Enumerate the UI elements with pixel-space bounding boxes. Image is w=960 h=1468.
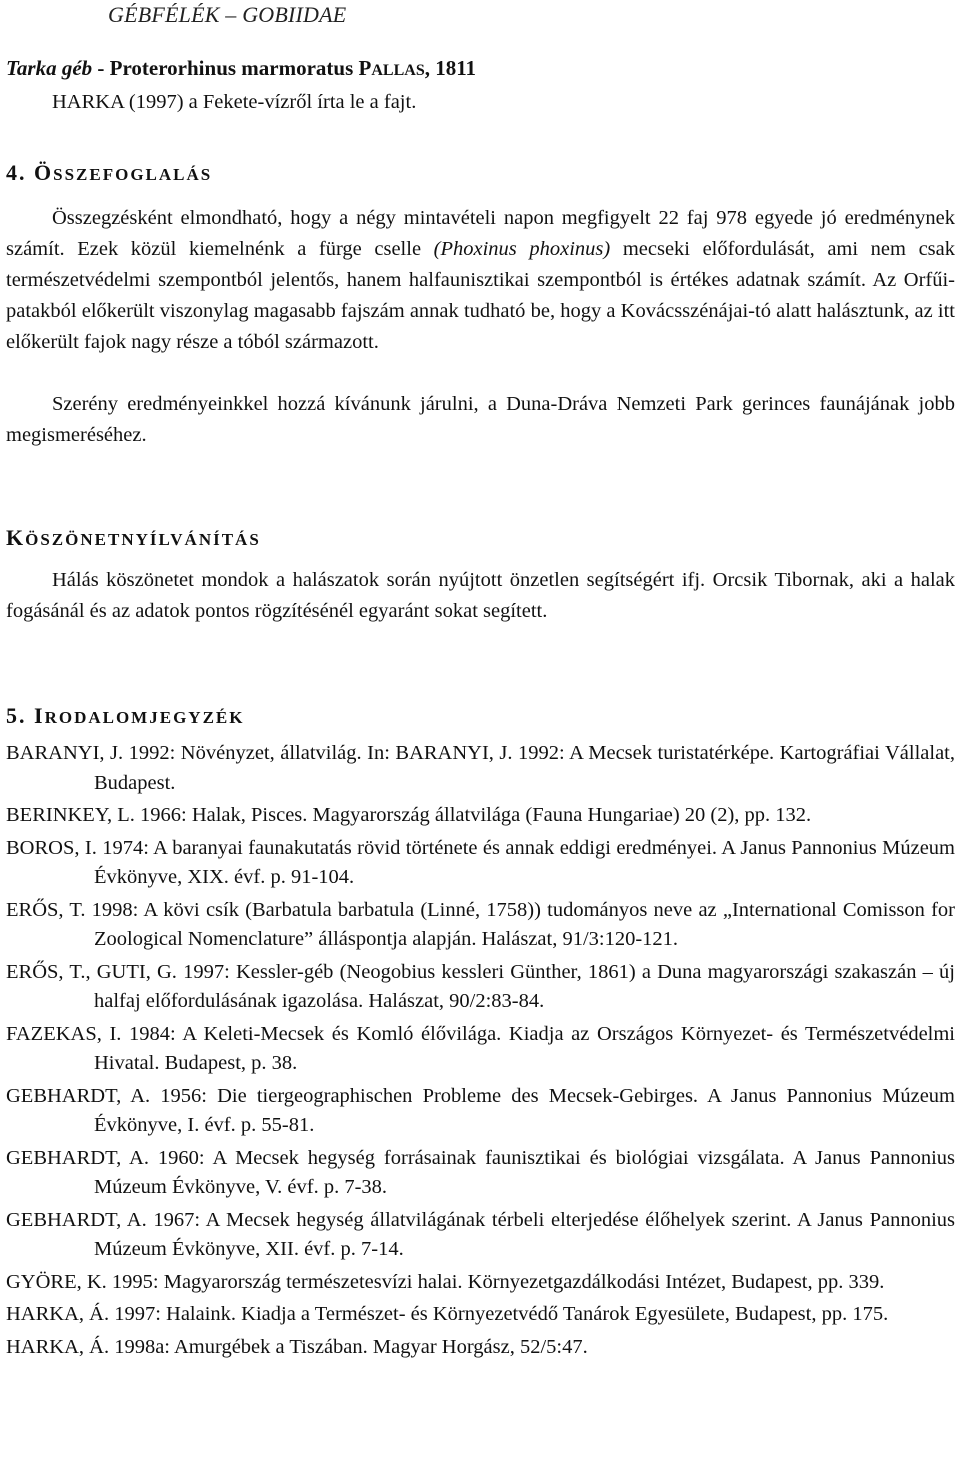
reference-item: HARKA, Á. 1998a: Amurgébek a Tiszában. Magyar Horgász, 52/5:47. bbox=[6, 1335, 588, 1358]
reference-item: ERŐS, T., GUTI, G. 1997: Kessler-géb (Neogobius kessleri Günther, 1861) a Duna magyarországi szakaszán – új halfaj előfordulásának igazolása. Halászat, 90/2:83-84. bbox=[6, 960, 955, 1012]
summary-p1-text-a: Összegzésként elmondható, hogy a négy mintavételi napon megfigyelt 22 faj 978 egyede jó eredménynek számít. Ezek közül kiemelnénk a fürge cselle bbox=[6, 207, 955, 260]
references-heading bbox=[6, 703, 244, 729]
summary-heading-initial: Ö bbox=[34, 160, 54, 185]
reference-item: GYÖRE, K. 1995: Magyarország természetesvízi halai. Környezetgazdálkodási Intézet, Budapest, pp. 339. bbox=[6, 1270, 885, 1293]
references-heading-rest: RODALOMJEGYZÉK bbox=[44, 708, 245, 727]
references-heading-number: 5. bbox=[6, 703, 34, 728]
reference-item: HARKA, Á. 1997: Halaink. Kiadja a Természet- és Környezetvédő Tanárok Egyesülete, Budapest, pp. 175. bbox=[6, 1303, 889, 1325]
summary-paragraph-1 bbox=[6, 203, 955, 358]
species-common-name: Tarka géb bbox=[6, 56, 93, 80]
summary-heading-number: 4. bbox=[6, 160, 34, 185]
summary-p1-species: (Phoxinus phoxinus) bbox=[433, 238, 611, 260]
summary-heading-rest: SSZEFOGLALÁS bbox=[53, 165, 213, 184]
reference-item: BARANYI, J. 1992: Növényzet, állatvilág. In: BARANYI, J. 1992: A Mecsek turistatérképe. Kartográfiai Vállalat, Budapest. bbox=[6, 742, 955, 794]
family-heading: GÉBFÉLÉK – GOBIIDAE bbox=[108, 2, 347, 27]
summary-p1-text-b: mecseki előfordulását, ami nem csak természetvédelmi szempontból jelentős, hanem halfaunisztikai szempontból is értékes adatnak számít. Az Orfűi-patakból előkerült viszonylag magasabb fajszám annak tudható be, hogy a Kovácsszénájai-tó alatt halásztunk, az itt előkerült fajok nagy része a tóból származott. bbox=[6, 238, 955, 353]
species-note: HARKA (1997) a Fekete-vízről írta le a fajt. bbox=[52, 91, 417, 113]
reference-item: BERINKEY, L. 1966: Halak, Pisces. Magyarország állatvilága (Fauna Hungariae) 20 (2), pp. 132. bbox=[6, 804, 812, 826]
acknowledgement-paragraph: Hálás köszönetet mondok a halászatok során nyújtott önzetlen segítségért ifj. Orcsik Tibornak, aki a halak fogásánál és az adatok pontos rögzítésénél egyaránt sokat segített. bbox=[6, 569, 955, 622]
species-year: , 1811 bbox=[424, 56, 477, 80]
reference-item: GEBHARDT, A. 1967: A Mecsek hegység állatvilágának térbeli elterjedése élőhelyek szerint. A Janus Pannonius Múzeum Évkönyve, XII. évf. p. 7-14. bbox=[6, 1208, 955, 1260]
species-separator: - bbox=[92, 56, 110, 80]
species-author-rest: ALLAS bbox=[371, 62, 425, 79]
reference-item: GEBHARDT, A. 1956: Die tiergeographischen Probleme des Mecsek-Gebirges. A Janus Pannonius Múzeum Évkönyve, I. évf. p. 55-81. bbox=[6, 1084, 955, 1136]
species-scientific-name: Proterorhinus marmoratus bbox=[109, 56, 359, 80]
references-heading-initial: I bbox=[34, 703, 45, 728]
species-author-initial: P bbox=[358, 56, 372, 80]
acknowledgement-heading-rest: ÖSZÖNETNYÍLVÁNÍTÁS bbox=[25, 530, 261, 549]
summary-paragraph-2: Szerény eredményeinkkel hozzá kívánunk járulni, a Duna-Dráva Nemzeti Park gerinces faunájának jobb megismeréséhez. bbox=[6, 393, 955, 446]
summary-heading bbox=[6, 160, 212, 186]
reference-item: FAZEKAS, I. 1984: A Keleti-Mecsek és Komló élővilága. Kiadja az Országos Környezet- és Természetvédelmi Hivatal. Budapest, p. 38. bbox=[6, 1022, 955, 1074]
reference-item: GEBHARDT, A. 1960: A Mecsek hegység forrásainak faunisztikai és biológiai vizsgálata. A Janus Pannonius Múzeum Évkönyve, V. évf. p. 7-38. bbox=[6, 1146, 955, 1198]
reference-list bbox=[6, 739, 955, 1365]
species-heading bbox=[6, 56, 476, 81]
acknowledgement-heading-initial: K bbox=[6, 525, 26, 550]
acknowledgement-heading bbox=[6, 525, 261, 551]
reference-item: ERŐS, T. 1998: A kövi csík (Barbatula barbatula (Linné, 1758)) tudományos neve az „International Comisson for Zoological Nomenclature” álláspontja alapján. Halászat, 91/3:120-121. bbox=[6, 898, 955, 950]
reference-item: BOROS, I. 1974: A baranyai faunakutatás rövid története és annak eddigi eredményei. A Janus Pannonius Múzeum Évkönyve, XIX. évf. p. 91-104. bbox=[6, 836, 955, 888]
